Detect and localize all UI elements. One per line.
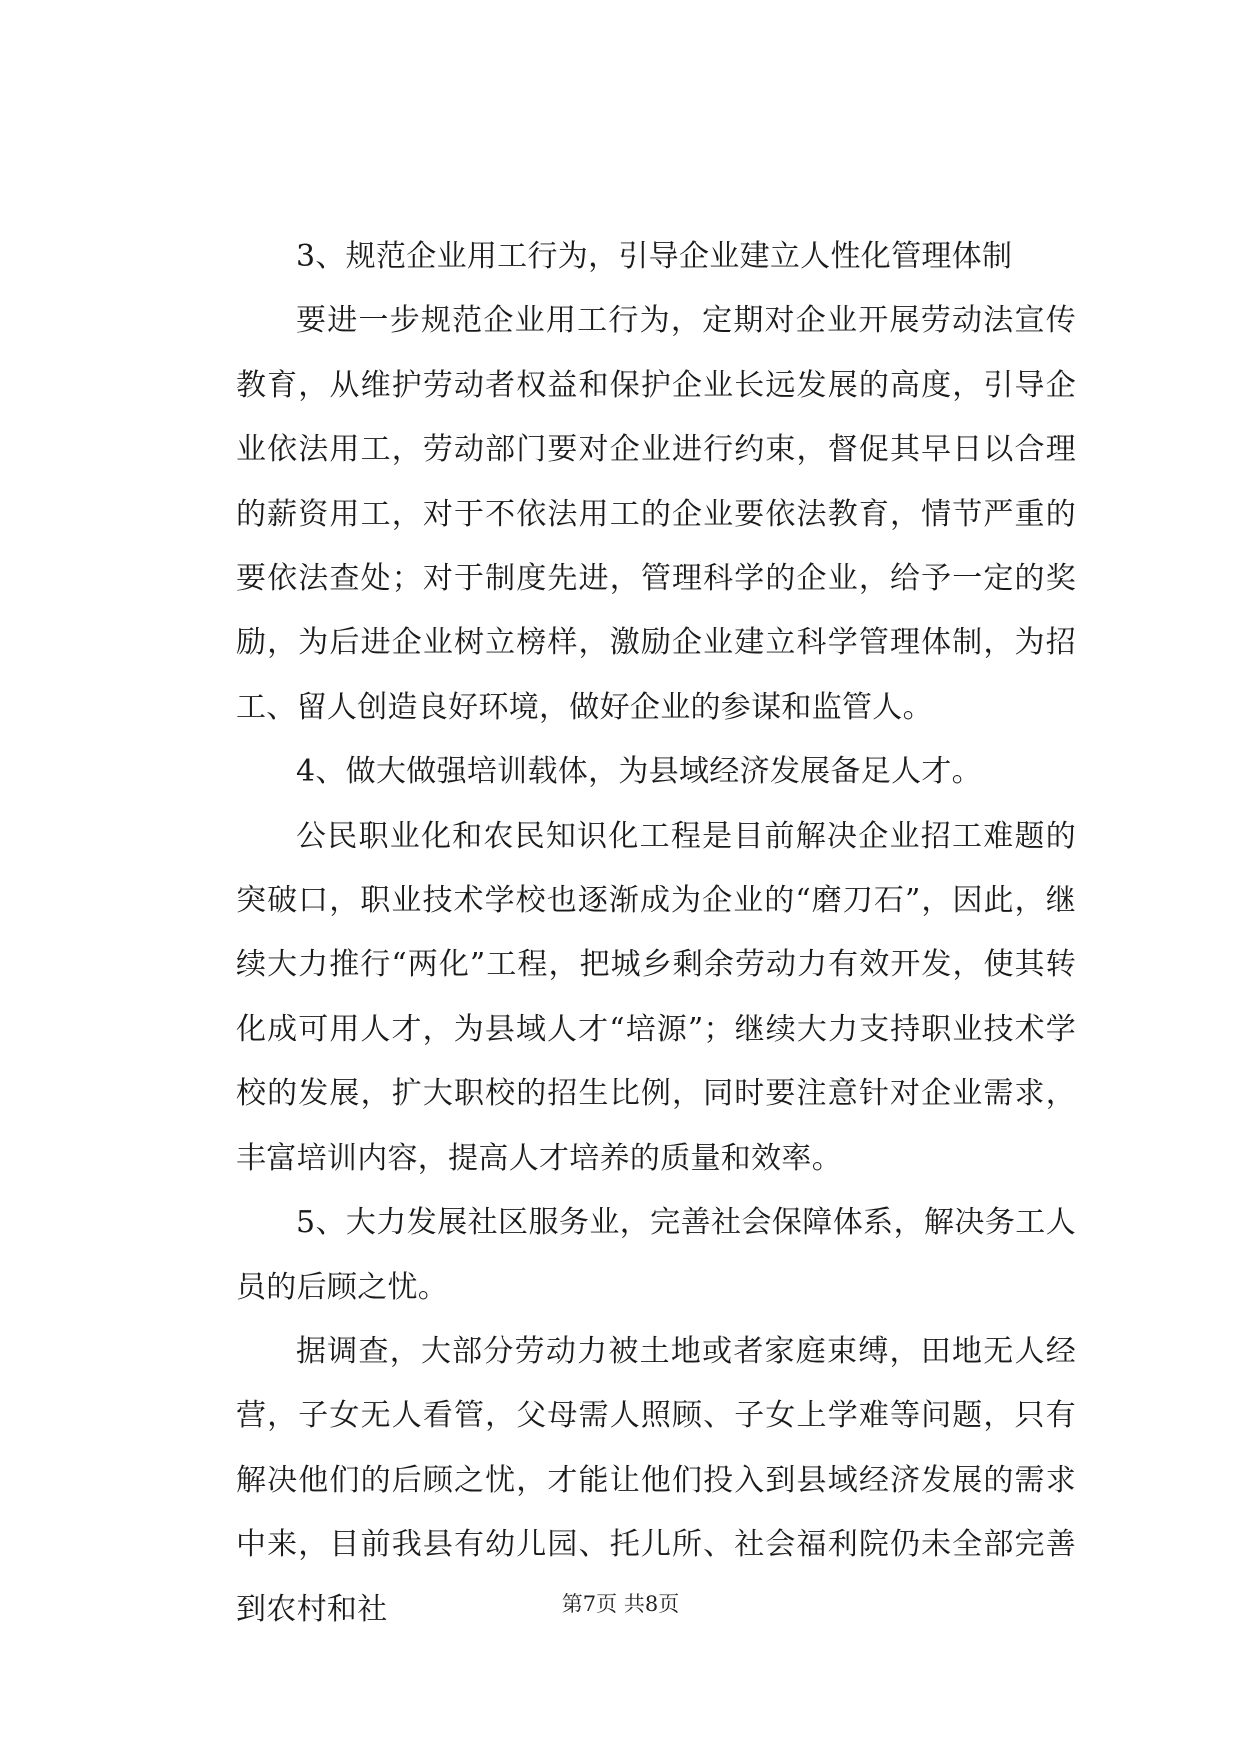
document-body — [236, 225, 1076, 1642]
body-paragraph: 公民职业化和农民知识化工程是目前解决企业招工难题的突破口，职业技术学校也逐渐成为企业的“磨刀石”，因此，继续大力推行“两化”工程，把城乡剩余劳动力有效开发，使其转化成可用人才，为县域人才“培源”；继续大力支持职业技术学校的发展，扩大职校的招生比例，同时要注意针对企业需求，丰富培训内容，提高人才培养的质量和效率。 — [236, 818, 1076, 1176]
body-paragraph: 据调查，大部分劳动力被土地或者家庭束缚，田地无人经营，子女无人看管，父母需人照顾、子女上学难等问题，只有解决他们的后顾之忧，才能让他们投入到县域经济发展的需求中来，目前我县有幼儿园、托儿所、社会福利院仍未全部完善到农村和社 — [236, 1333, 1076, 1627]
body-paragraph: 要进一步规范企业用工行为，定期对企业开展劳动法宣传教育，从维护劳动者权益和保护企业长远发展的高度，引导企业依法用工，劳动部门要对企业进行约束，督促其早日以合理的薪资用工，对于不依法用工的企业要依法教育，情节严重的要依法查处；对于制度先进，管理科学的企业，给予一定的奖励，为后进企业树立榜样，激励企业建立科学管理体制，为招工、留人创造良好环境，做好企业的参谋和监管人。 — [236, 303, 1076, 725]
section-heading-4: 4、做大做强培训载体，为县域经济发展备足人才。 — [296, 754, 982, 790]
section-heading-3: 3、规范企业用工行为，引导企业建立人性化管理体制 — [296, 239, 1013, 274]
section-heading-5: 5、大力发展社区服务业，完善社会保障体系，解决务工人员的后顾之忧。 — [236, 1205, 1076, 1305]
page-number-footer: 第7页 共8页 — [561, 1592, 680, 1616]
